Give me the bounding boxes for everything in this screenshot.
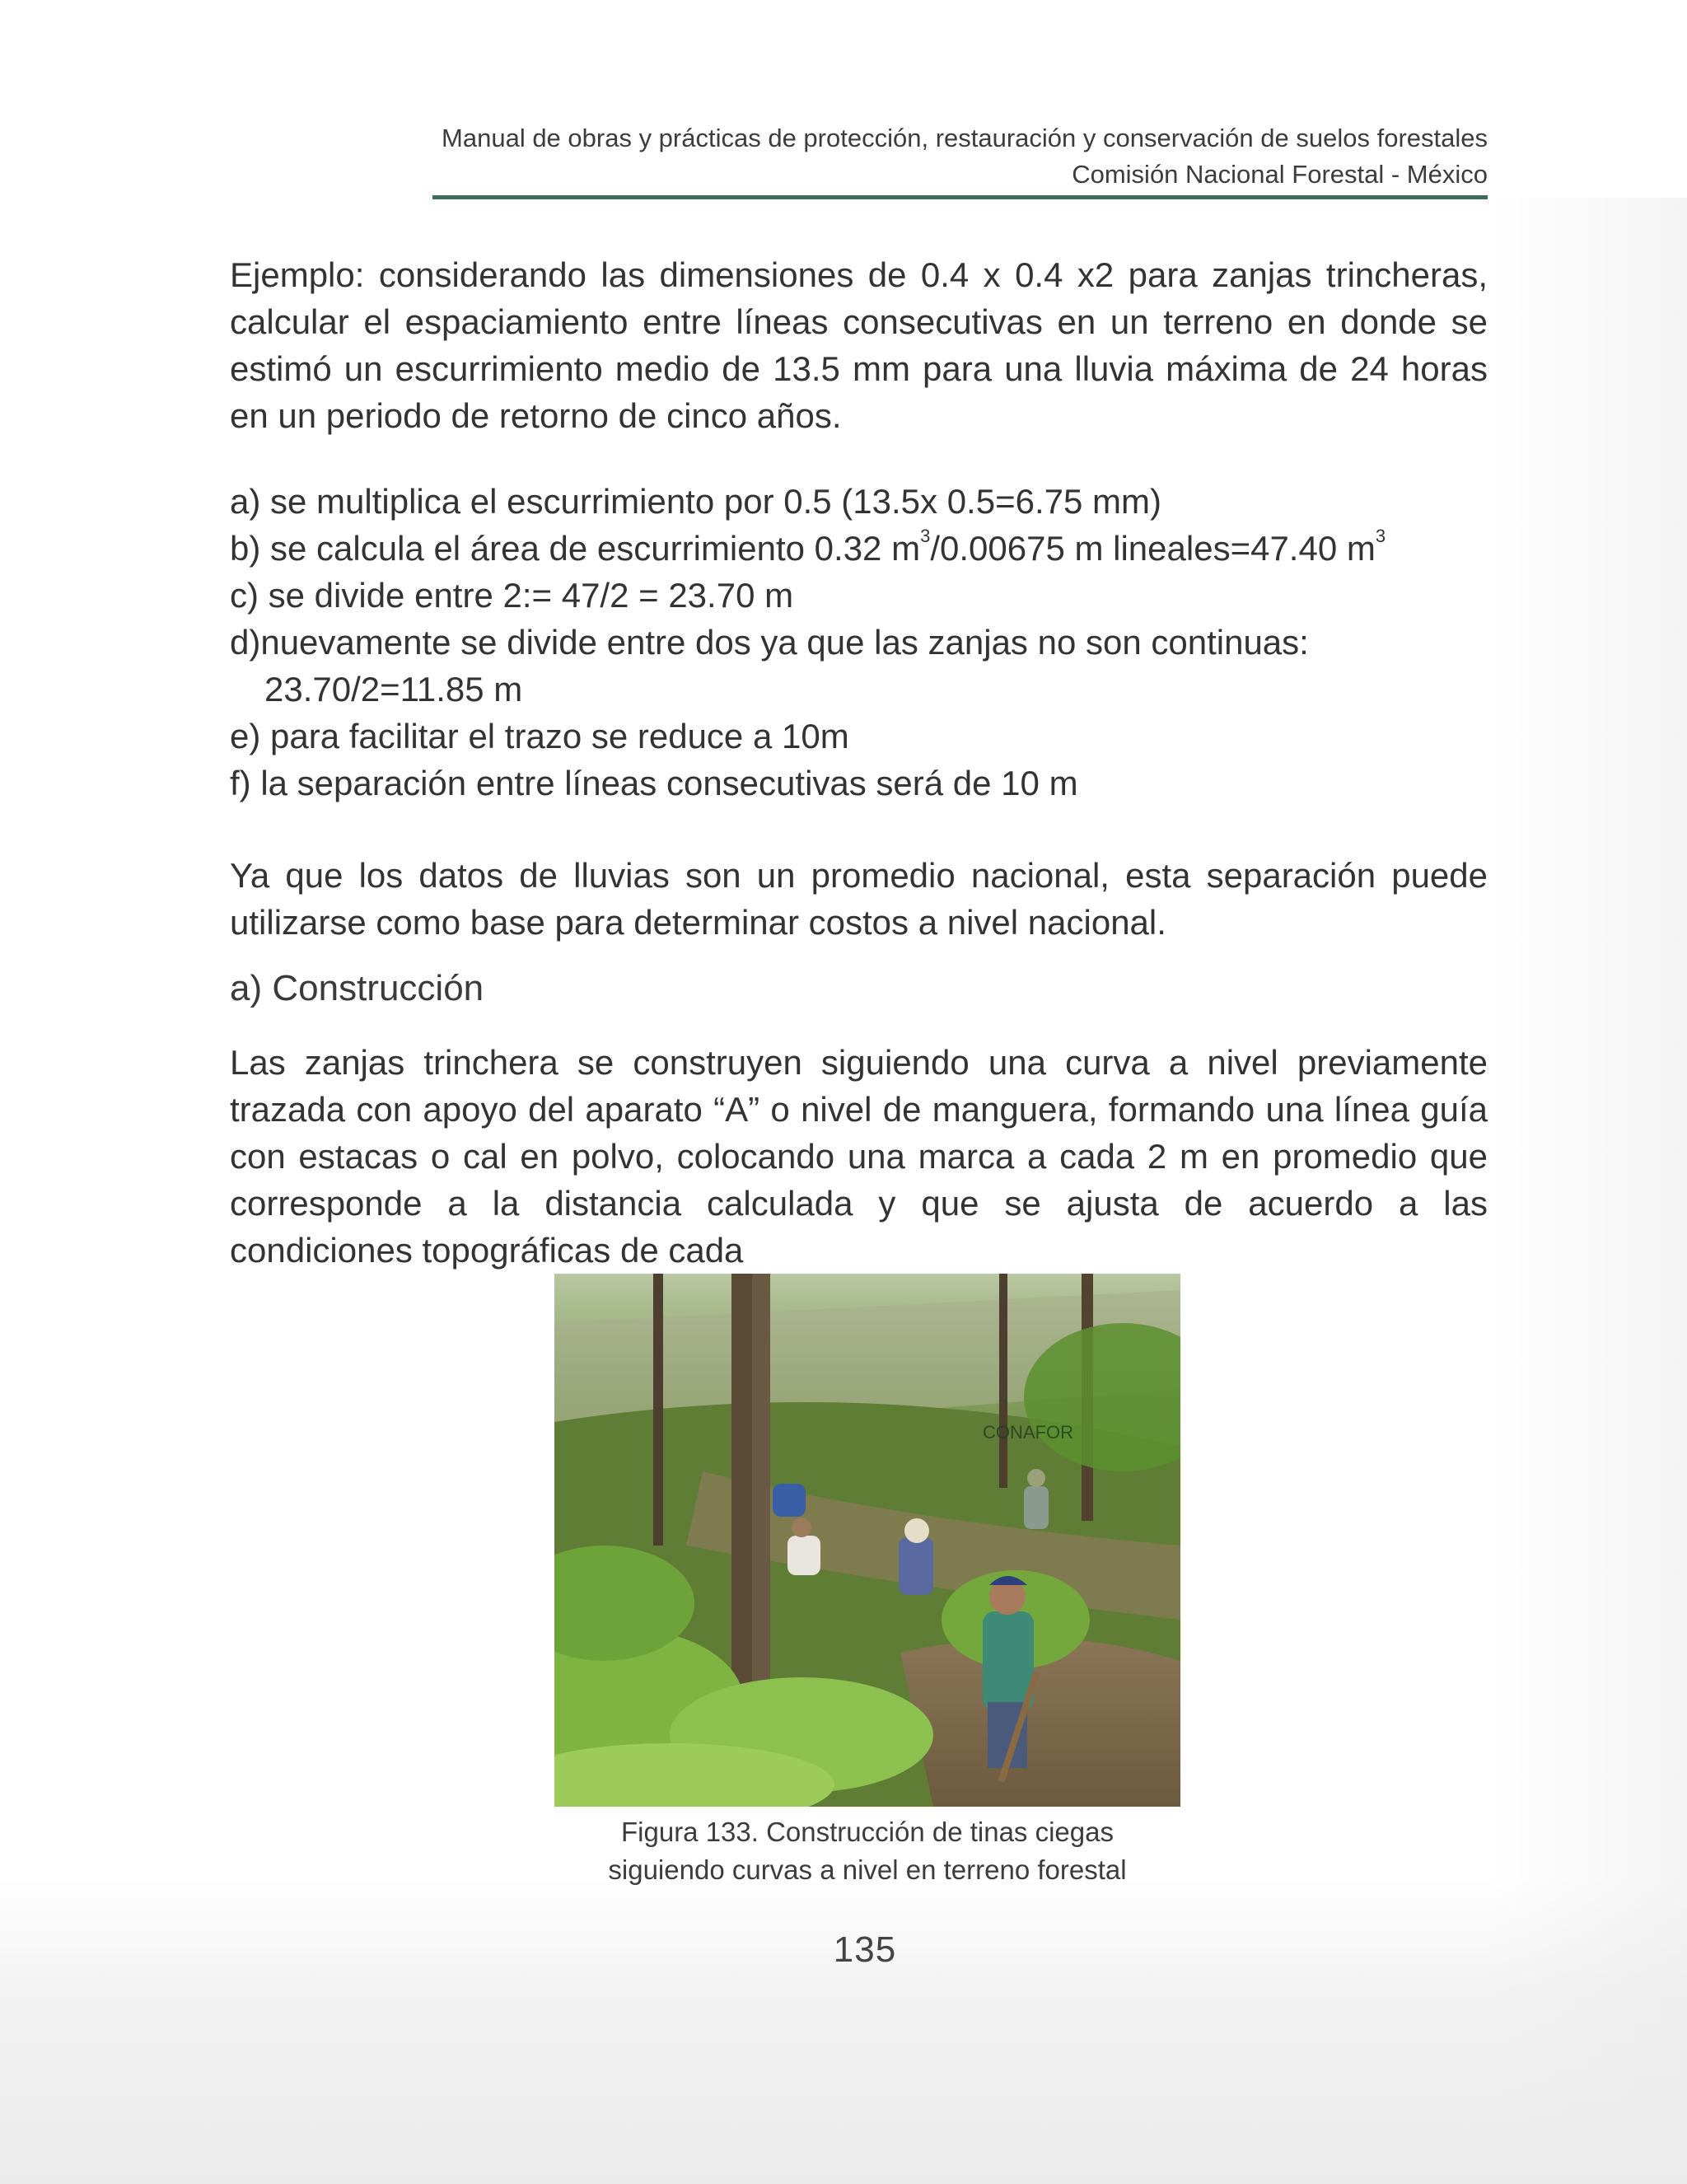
page-number: 135 — [833, 1929, 897, 1970]
page-edge-shadow — [1489, 198, 1687, 2184]
step-f: f) la separación entre líneas consecutivas será de 10 m — [230, 764, 1078, 802]
caption-line-2: siguiendo curvas a nivel en terreno forestal — [608, 1854, 1127, 1885]
figure-photo — [554, 1274, 1180, 1807]
step-a: a) se multiplica el escurrimiento por 0.5 (13.5x 0.5=6.75 mm) — [230, 482, 1161, 521]
header-institution: Comisión Nacional Forestal - México — [1072, 160, 1488, 189]
step-d-result: 23.70/2=11.85 m — [264, 670, 523, 709]
step-b-superscript-2: 3 — [1375, 526, 1386, 546]
section-heading: a) Construcción — [230, 968, 484, 1008]
step-c: c) se divide entre 2:= 47/2 = 23.70 m — [230, 576, 794, 615]
construction-paragraph: Las zanjas trinchera se construyen siguiendo una curva a nivel previamente trazada con apoyo del aparato “A” o nivel de manguera, formando una línea guía con estacas o cal en polvo, colocando una marca a cada 2 m en promedio que corresponde a la distancia calculada y que se ajusta de acuerdo a las condiciones topográficas de cada — [230, 1043, 1488, 1270]
calculation-steps — [230, 478, 1488, 807]
forest-trench-photo — [554, 1274, 1180, 1807]
step-b — [230, 525, 1488, 572]
running-header — [428, 120, 1488, 193]
figure-caption — [527, 1813, 1208, 1889]
step-b-text-1: b) se calcula el área de escurrimiento 0.32 m — [230, 529, 921, 568]
example-paragraph: Ejemplo: considerando las dimensiones de 0.4 x 0.4 x2 para zanjas trincheras, calcular el espaciamiento entre líneas consecutivas en un terreno en donde se estimó un escurrimiento medio de 13.5 mm para una lluvia máxima de 24 horas en un periodo de retorno de cinco años. — [230, 255, 1488, 435]
step-d: d)nuevamente se divide entre dos ya que las zanjas no son continuas: — [230, 623, 1309, 662]
header-divider — [432, 195, 1488, 199]
step-e: e) para facilitar el trazo se reduce a 10m — [230, 717, 849, 755]
header-manual-title: Manual de obras y prácticas de protección, restauración y conservación de suelos forestales — [442, 124, 1488, 152]
national-average-note: Ya que los datos de lluvias son un promedio nacional, esta separación puede utilizarse como base para determinar costos a nivel nacional. — [230, 856, 1488, 942]
photo-watermark: CONAFOR — [983, 1422, 1073, 1443]
caption-line-1: Figura 133. Construcción de tinas ciegas — [621, 1817, 1114, 1847]
step-b-superscript-1: 3 — [920, 526, 931, 546]
step-b-text-2: /0.00675 m lineales=47.40 m — [930, 529, 1376, 568]
